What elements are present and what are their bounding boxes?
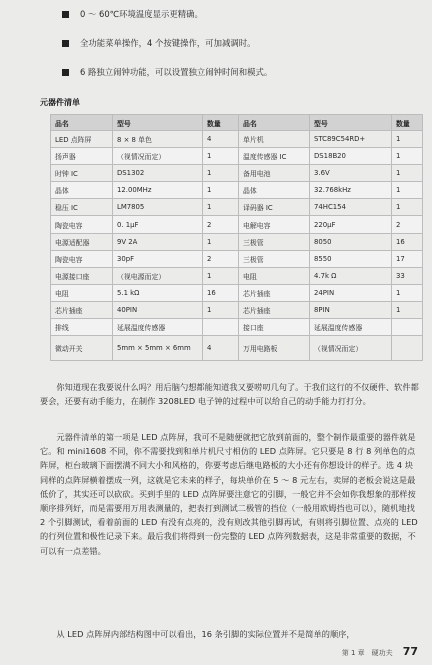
table-cell: （视情况而定）: [113, 148, 203, 165]
table-cell: 40PIN: [113, 301, 203, 318]
feature-item: [62, 66, 422, 78]
chapter-label: 第 1 章 硬功夫: [341, 649, 393, 657]
table-row: [51, 148, 423, 165]
table-cell: 1: [203, 267, 239, 284]
column-header: 数量: [203, 115, 239, 131]
table-cell: 芯片插座: [239, 301, 310, 318]
table-cell: 1: [203, 233, 239, 250]
table-row: [51, 336, 423, 361]
table-cell: 电源接口座: [51, 267, 113, 284]
table-cell: LM7805: [113, 199, 203, 216]
table-row: [51, 250, 423, 267]
table-cell: （视情况而定）: [310, 336, 392, 361]
table-cell: 8050: [310, 233, 392, 250]
table-cell: 稳压 IC: [51, 199, 113, 216]
table-row: [51, 301, 423, 318]
table-cell: 8 × 8 单色: [113, 131, 203, 148]
table-cell: 1: [392, 284, 423, 301]
table-cell: 排线: [51, 319, 113, 336]
paragraph-text: 你知道现在我要说什么吗？用后脑勺想都能知道我又要唠叨几句了。于我们这行的不仅硬件、软件都要会，还要有动手能力，在制作 3208LED 电子钟的过程中可以给自己的动手能力打打分。: [40, 382, 419, 407]
table-cell: 1: [203, 165, 239, 182]
table-cell: 2: [392, 216, 423, 233]
table-cell: 9V 2A: [113, 233, 203, 250]
table-cell: 延展温度传感器: [113, 319, 203, 336]
table-row: [51, 165, 423, 182]
paragraph: [40, 627, 420, 641]
table-cell: 陶瓷电容: [51, 250, 113, 267]
feature-text: 全功能菜单操作，4 个按键操作，可加减调时。: [80, 38, 256, 48]
table-cell: 万用电路板: [239, 336, 310, 361]
table-cell: 晶体: [51, 182, 113, 199]
table-cell: 接口座: [239, 319, 310, 336]
paragraph-text: 从 LED 点阵屏内部结构图中可以看出，16 条引脚的实际位置并不是简单的顺序，: [56, 629, 355, 639]
feature-list: [62, 8, 422, 95]
table-cell: 1: [203, 148, 239, 165]
table-cell: 8PIN: [310, 301, 392, 318]
table-cell: 晶体: [239, 182, 310, 199]
table-cell: 8550: [310, 250, 392, 267]
table-cell: 单片机: [239, 131, 310, 148]
paragraph: [40, 380, 420, 408]
table-cell: 2: [203, 216, 239, 233]
table-cell: 1: [392, 182, 423, 199]
table-row: [51, 284, 423, 301]
table-cell: 1: [392, 165, 423, 182]
table-row: [51, 182, 423, 199]
table-cell: [392, 319, 423, 336]
table-cell: 1: [203, 199, 239, 216]
table-cell: 译码器 IC: [239, 199, 310, 216]
table-cell: LED 点阵屏: [51, 131, 113, 148]
table-cell: 时钟 IC: [51, 165, 113, 182]
feature-item: [62, 8, 422, 20]
table-row: [51, 233, 423, 250]
column-header: 品名: [239, 115, 310, 131]
table-cell: STC89C54RD+: [310, 131, 392, 148]
table-cell: DS18B20: [310, 148, 392, 165]
table-cell: 3.6V: [310, 165, 392, 182]
square-bullet-icon: [62, 69, 69, 76]
table-row: [51, 131, 423, 148]
table-cell: 16: [203, 284, 239, 301]
feature-text: 6 路独立闹钟功能，可以设置独立闹钟时间和模式。: [80, 67, 273, 77]
table-cell: 1: [392, 131, 423, 148]
table-cell: 三极管: [239, 250, 310, 267]
page-number: 77: [402, 645, 418, 658]
table-cell: 芯片插座: [51, 301, 113, 318]
table-cell: 1: [203, 301, 239, 318]
table-cell: 备用电池: [239, 165, 310, 182]
table-cell: 三极管: [239, 233, 310, 250]
parts-table: [50, 114, 423, 361]
table-cell: DS1302: [113, 165, 203, 182]
table-row: [51, 216, 423, 233]
table-cell: 5.1 kΩ: [113, 284, 203, 301]
table-cell: 24PIN: [310, 284, 392, 301]
table-cell: 扬声器: [51, 148, 113, 165]
table-row: [51, 267, 423, 284]
table-cell: 芯片插座: [239, 284, 310, 301]
table-header-row: [51, 115, 423, 131]
table-cell: 1: [392, 301, 423, 318]
table-cell: 电源适配器: [51, 233, 113, 250]
paragraph-text: 元器件清单的第一项是 LED 点阵屏，我可不是随便就把它放到前面的，整个制作最重要的器件就是它。和 mini1608 不同，你不需要找到和单片机尺寸相仿的 LED 点阵屏。它只要是 8 行 8 列单色的点阵屏，柜台玻璃下面摆满不同大小和风格的，你要考虑后继电路板的大小还有你想设计的样子。选 4 块同样的点阵屏横着摆成一列，这就是它未来的样子，每块单价在 5 ～ 8 元左右，卖屏的老板会说这是最低价了，其实还可以砍砍。买到手里的 LED 点阵屏要注意它的引脚，一般它并不会如你我想象的那样按顺序排列好，而是需要用万用表测量的，把表打到测试二极管的挡位（一般用欧姆挡也可以），随机地找 2 个引脚测试，看着前面的 LED 有没有点亮的，没有则改其他引脚再试，有则将引脚位置、点亮的 LED 的行列位置和极性记录下来。最后我们将得到一份完整的 LED 点阵列数据表，这是非常重要的数据，不可以有一点差错。: [40, 432, 418, 556]
column-header: 型号: [310, 115, 392, 131]
table-cell: 陶瓷电容: [51, 216, 113, 233]
feature-text: 0 ～ 60℃环境温度显示更精确。: [80, 9, 203, 19]
table-cell: 4.7k Ω: [310, 267, 392, 284]
page-footer: [342, 645, 418, 658]
table-cell: 电阻: [51, 284, 113, 301]
table-cell: 5mm × 5mm × 6mm: [113, 336, 203, 361]
table-cell: （视电源而定）: [113, 267, 203, 284]
table-cell: [392, 336, 423, 361]
table-cell: 30pF: [113, 250, 203, 267]
table-cell: 4: [203, 131, 239, 148]
table-cell: 微动开关: [51, 336, 113, 361]
square-bullet-icon: [62, 40, 69, 47]
table-cell: 74HC154: [310, 199, 392, 216]
table-row: [51, 319, 423, 336]
table-cell: 1: [392, 148, 423, 165]
table-row: [51, 199, 423, 216]
table-cell: 2: [203, 250, 239, 267]
table-cell: 4: [203, 336, 239, 361]
table-cell: 1: [392, 199, 423, 216]
table-cell: 32.768kHz: [310, 182, 392, 199]
table-cell: 电阻: [239, 267, 310, 284]
column-header: 数量: [392, 115, 423, 131]
square-bullet-icon: [62, 11, 69, 18]
table-cell: 220μF: [310, 216, 392, 233]
table-cell: 0. 1μF: [113, 216, 203, 233]
table-cell: 12.00MHz: [113, 182, 203, 199]
table-cell: 电解电容: [239, 216, 310, 233]
table-cell: 温度传感器 IC: [239, 148, 310, 165]
table-cell: 延展温度传感器: [310, 319, 392, 336]
table-cell: 1: [203, 182, 239, 199]
paragraph: [40, 430, 420, 558]
column-header: 品名: [51, 115, 113, 131]
table-cell: 16: [392, 233, 423, 250]
table-title: 元器件清单: [40, 98, 80, 107]
feature-item: [62, 37, 422, 49]
table-cell: 33: [392, 267, 423, 284]
column-header: 型号: [113, 115, 203, 131]
table-cell: 17: [392, 250, 423, 267]
table-cell: [203, 319, 239, 336]
